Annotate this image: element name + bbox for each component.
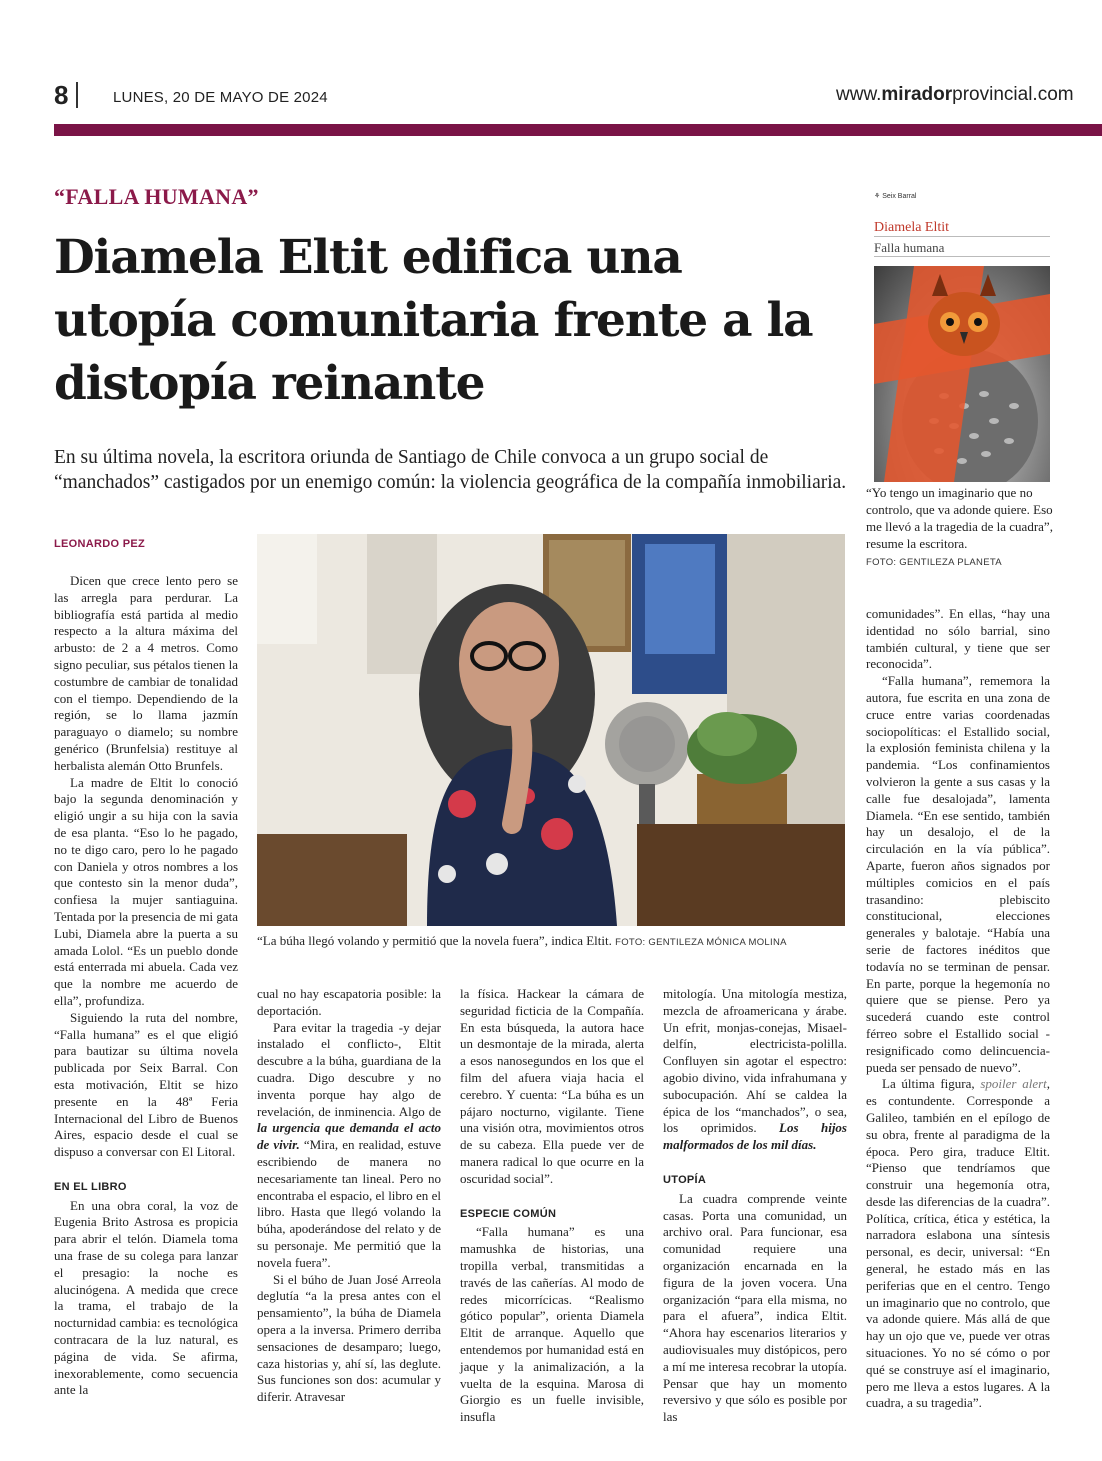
publisher-logo: ⚘ Seix Barral [874, 193, 917, 200]
header-divider [76, 82, 78, 108]
article-headline: Diamela Eltit edifica una utopía comunitaria frente a la distopía reinante [54, 230, 813, 411]
paragraph: La cuadra comprende veinte casas. Porta una comunidad, un archivo oral. Para funcionar, esa comunidad requiere una organización encarnada en la figura de la joven vocera. Una organización “para ella misma, no para el afuera”, indica Eltit. “Ahora hay escenarios literarios y audiovisuales muy distópicos, pero a mí me interesa recobrar la utopía. Pensar que hay un momento reversivo y que sólo es posible por las [663, 1190, 847, 1425]
paragraph [663, 986, 847, 1154]
paragraph: “Falla humana”, rememora la autora, fue escrita en una zona de cruce entre varias coordenadas sociopolíticas: el Estallido social, la explosión feminista chilena y la pandemia. “Los confinamientos volvieron la gente a sus casas y la calle fue desalojada”, lamenta Diamela. “En ese sentido, también hay un desalojo, el de la circulación en la vía pública”. Aparte, fueron años signados por múltiples comicios en el país trasandino: plebiscito constitucional, elecciones generales y balotaje. “Había una serie de factores inéditos que todavía no se terminan de pensar. En parte, porque la hegemonía no quiere que se piense. Pero ya sucederá cuando este control férreo sobre el Estallido social -resignificado como delincuencia- pueda ser pensado de nuevo”. [866, 673, 1050, 1075]
body-column-3 [460, 986, 644, 1426]
book-cover-title: Falla humana [874, 240, 945, 255]
site-url[interactable] [836, 84, 1074, 106]
spoiler-alert-text: spoiler alert [980, 1076, 1047, 1092]
book-cover [864, 190, 1052, 486]
paragraph: En una obra coral, la voz de Eugenia Brito Astrosa es propicia para abrir el telón. Diamela toma una frase de su colega para lanzar el presagio: la noche es alucinógena. A medida que crece la trama, el trabajo de la nocturnidad cambia: es tecnológica contracara de la luz natural, es página de vida. Se afirma, inexorablemente, como secuencia ante la [54, 1197, 238, 1398]
body-column-1 [54, 573, 238, 1399]
issue-date: LUNES, 20 DE MAYO DE 2024 [113, 89, 328, 106]
body-column-2 [257, 986, 441, 1406]
cover-rule [874, 256, 1050, 257]
paragraph-text: mitología. Una mitología mestiza, mezcla de afroamericana y árabe. Un efrit, monjas-conejas, Misael-delfín, electricista-polilla. Confluyen sin agotar el espectro: agobio divino, vida infrahumana y subocupación. Ahí se caldea la épica de los “manchados”, o sea, los oprimidos. [663, 986, 847, 1136]
owl-cover-illustration [874, 266, 1050, 482]
publisher-name: Seix Barral [882, 193, 917, 200]
owl-illustration-svg [874, 266, 1050, 482]
subhead-utopia: UTOPÍA [663, 1173, 707, 1186]
site-url-suffix: provincial.com [952, 84, 1074, 105]
paragraph-text: La última figura, [882, 1076, 981, 1092]
paragraph [257, 1020, 441, 1272]
cover-rule [874, 236, 1050, 237]
emphasis-text: la urgencia que demanda el acto de vivir. [257, 1120, 441, 1153]
book-caption [866, 484, 1056, 571]
section-kicker: “FALLA HUMANA” [54, 184, 259, 209]
paragraph-text: , es contundente. Corresponde a Galileo, también en el epílogo de su obra, frente al paradigma de la época. Pero gira, traduce Eltit. “Pienso que tendríamos que construir una hegemonía otra, desde las diferencias de la cuadra”. Política, crítica, ética y estética, la narradora eslabona una síntesis personal, es decir, universal: “En general, he estado más en las periferias que en el centro. Tengo un imaginario que no controlo, que va adonde quiere. Más allá de que hay un ojo que ve, puede ver otras situaciones. Yo no sé cómo o por qué se construye así el imaginario, pero me lleva a estos lugares. A la cuadra, a su tragedia”. [866, 1076, 1051, 1411]
photo-caption [257, 933, 847, 949]
paragraph: “Falla humana” es una mamushka de historias, una tropilla verbal, transmitidas a través de las cañerías. Al modo de redes micorrícicas. “Realismo gótico popular”, orienta Diamela Eltit de arranque. Aquello que entendemos por humanidad está en jaque y la animalización, a la vuelta de la esquina. Marosa di Giorgio es un fuelle invisible, insufla [460, 1224, 644, 1425]
paragraph: Siguiendo la ruta del nombre, “Falla humana” es el que eligió para bautizar su última novela publicada por Seix Barral. Con esta motivación, Eltit se hizo presente en la 48ª Feria Internacional del Libro de Buenos Aires, espacio desde el cual se dispuso a conversar con El Litoral. [54, 1009, 238, 1160]
paragraph: La madre de Eltit lo conoció bajo la segunda denominación y eligió ungir a su hija con la savia de esa planta. “Eso lo he pagado, no te digo caro, pero lo he pagado con Daniela y otros nombres a los que contesto sin la menor duda”, confiesa la mujer santiaguina. Tentada por la presencia de mi gata Lubi, Diamela abre la puerta a su amada Lolol. “Es un pueblo donde está enterrada mi abuela. Cada vez que la nombre me acuerdo de ella”, profundiza. [54, 774, 238, 1008]
photo-caption-text: “La búha llegó volando y permitió que la novela fuera”, indica Eltit. [257, 933, 612, 948]
paragraph-text: Para evitar la tragedia -y dejar instalado el conflicto-, Eltit descubre a la búha, guardiana de la cuadra. Digo descubre y no inventa porque hay algo de revelación, de inminencia. Algo de [257, 1019, 441, 1119]
photo-illustration-svg [257, 534, 845, 926]
article-deck: En su última novela, la escritora oriunda de Santiago de Chile convoca a un grupo social de “manchados” castigados por un enemigo común: la violencia geográfica de la compañía inmobiliaria. [54, 447, 847, 493]
paragraph: Dicen que crece lento pero se las arregla para perdurar. La bibliografía está partida al medio respecto a la altura máxima del arbusto: de 2 a 4 metros. Como signo peculiar, sus pétalos tienen la costumbre de cambiar de tonalidad con el tiempo. Dependiendo de la región, se lo llama jazmín paraguayo o diamelo; su nombre genérico (Brunfelsia) restituye al herbalista alemán Otto Brunfels. [54, 573, 238, 773]
header-bar [54, 124, 1102, 136]
body-column-4 [663, 986, 847, 1426]
paragraph: la física. Hackear la cámara de seguridad ficticia de la Compañía. En esta búsqueda, la autora hace un desmontaje de la mirada, alerta a esos nanosegundos en los que el film del afuera viaja hacia el cerebro. Y cuenta: “La búha es un pájaro nocturno, vigilante. Tiene una visión otra, movimientos otros de su cabeza. Ella puede ver de manera radical lo que ocurre en la oscuridad social”. [460, 986, 644, 1186]
paragraph: cual no hay escapatoria posible: la deportación. [257, 986, 441, 1018]
emphasis-text: Los hijos malformados de los mil días. [663, 1120, 847, 1153]
site-url-brand: mirador [881, 84, 953, 105]
photo-credit: FOTO: GENTILEZA MÓNICA MOLINA [615, 937, 787, 948]
byline: LEONARDO PEZ [54, 538, 145, 550]
subhead-especie-comun: ESPECIE COMÚN [460, 1207, 557, 1220]
paragraph: comunidades”. En ellas, “hay una identidad no sólo barrial, sino también cultural, y tiene que ser reconocida”. [866, 606, 1050, 672]
book-caption-text: “Yo tengo un imaginario que no controlo, que va adonde quiere. Eso me llevó a la tragedia de la cuadra”, resume la escritora. [866, 485, 1053, 551]
paragraph [866, 1076, 1050, 1412]
subhead-en-el-libro: EN EL LIBRO [54, 1180, 127, 1193]
paragraph-text: “Mira, en realidad, estuve escribiendo de manera no necesariamente tan lineal. Pero no encontraba el espacio, el libro en el libro. Hasta que llegó volando la búha, apoderándose del relato y de su personaje. Me permitió que la novela fuera”. [257, 1137, 441, 1270]
book-photo-credit: FOTO: GENTILEZA PLANETA [866, 557, 1002, 568]
site-url-prefix: www. [836, 84, 882, 105]
body-column-5 [866, 606, 1050, 1412]
paragraph: Si el búho de Juan José Arreola deglutía “a la presa antes con el pensamiento”, la búha de Diamela opera a la inversa. Primero derriba sensaciones de desamparo; luego, caza historias y, ahí sí, las deglute. Sus funciones son dos: acumular y diferir. Atravesar [257, 1271, 441, 1405]
book-cover-author: Diamela Eltit [874, 220, 950, 235]
page-number: 8 [54, 80, 69, 110]
author-photo [257, 534, 845, 926]
